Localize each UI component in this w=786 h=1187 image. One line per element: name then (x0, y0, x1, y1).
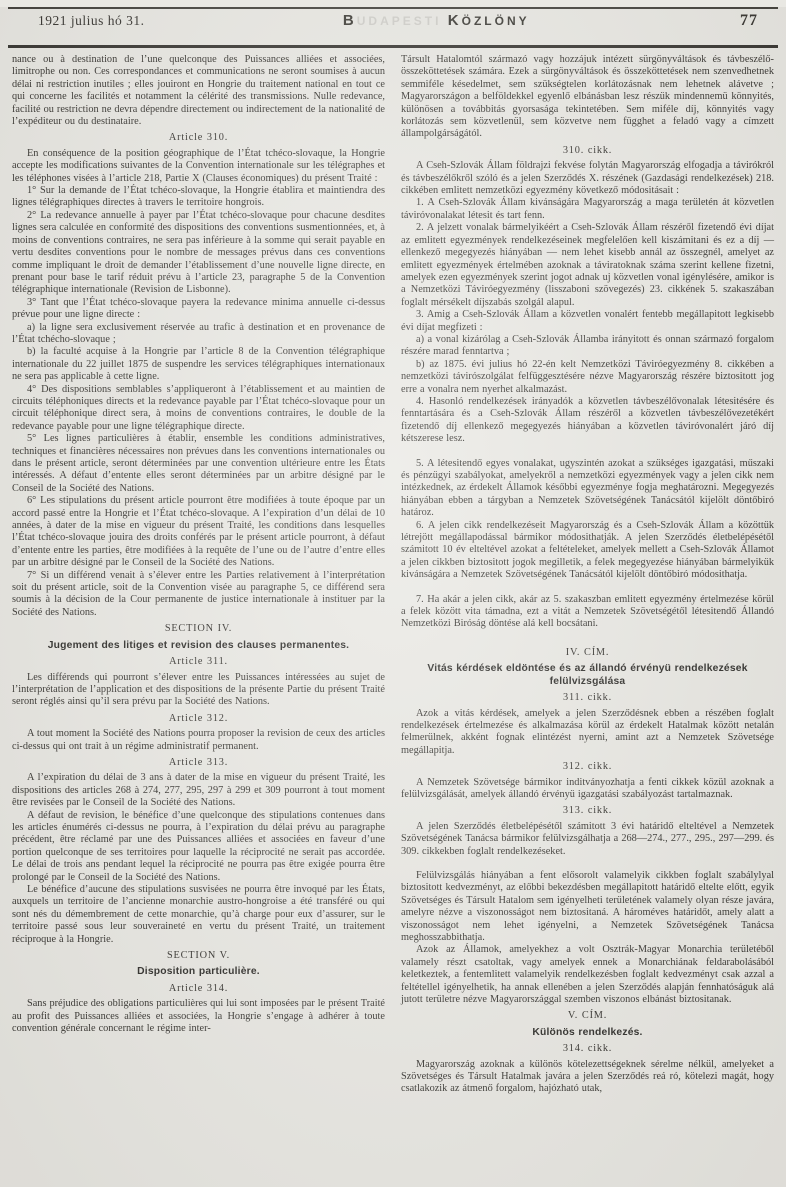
paragraph: Magyarország azoknak a különös kötelezettségeknek sérelme nélkül, amelyeket a Szövetséges és Társult Hatalmak javára a jelen Szerződés reá ró, kötelezi magát, hogy csatlakozik az átmenő forgalom, hajózható utak, (401, 1058, 774, 1095)
paragraph: A tout moment la Société des Nations pourra proposer la revision de ceux des articles ci-dessus qui ont trait à un régime administratif permanent. (12, 728, 385, 752)
section-title: Különös rendelkezés. (532, 1026, 643, 1038)
paragraph: 2° La redevance annuelle à payer par l’État tchéco-slovaque pour chacune desdites lignes sera calculée en conformité des dispositions des conventions susmentionnées, et, à moins de conventions contraires, ne sera pas inférieure à la somme qui serait payable en vertu desdites conventions pour le nombre de messages prévus dans ces conventions comme impliquant le droit de demander l’établissement d’une nouvelle ligne directe, en prenant pour base le tarif réduit prévu à l’article 23, paragraphe 5 de la Convention télégraphique internationale (Revision de Lisbonne). (12, 209, 385, 296)
french-column (12, 54, 385, 1096)
paragraph: 4° Des dispositions semblables s’appliqueront à l’établissement et au maintien de circuits téléphoniques directs et la redevance payable par l’État tchéco-slovaque pour un circuit téléphonique direct sera, à moins de conventions contraires, le double de la redevance payable pour une ligne télégraphique directe. (12, 383, 385, 432)
paragraph: Azok a vitás kérdések, amelyek a jelen Szerződésnek ebben a részében foglalt rendelkezések értelmezése és alkalmazása körül az érdekelt Hatalmak között netalán felmerülnek, akként fognak elintézést nyerni, amint azt a Nemzetek Szövetsége megállapitja. (401, 707, 774, 756)
hungarian-column (401, 54, 774, 1096)
page-number: 77 (739, 12, 758, 29)
spacer (401, 446, 774, 458)
paragraph: 5. A létesitendő egyes vonalakat, ugyszintén azokat a szükséges igazgatási, műszaki és pénzügyi szabályokat, amelyekről a nemzetközi egyezmények vagy a jelen cikk nem intézkednek, az érdekelt Államok későbbi egyezménye fogja meghatározni. Megegyezés hiányában ebben a tárgyban a Nemzetek Szövetségének Tanácsától kijelölt döntőbiró határoz. (401, 457, 774, 519)
paragraph: 3. Amig a Cseh-Szlovák Állam a közvetlen vonalért fentebb megállapitott legkisebb évi díjat megfizeti : (401, 309, 774, 333)
masthead-title (343, 12, 530, 29)
article-heading: SECTION IV. (164, 623, 233, 635)
section-title: Jugement des litiges et revision des clauses permanentes. (47, 639, 350, 651)
article-heading: V. CÍM. (567, 1010, 608, 1022)
article-heading: 311. cikk. (563, 692, 612, 704)
paragraph: 1. A Cseh-Szlovák Állam kivánságára Magyarország a maga területén át közvetlen táviróvonalakat létesit és tart fenn. (401, 197, 774, 221)
article-heading: SECTION V. (167, 950, 230, 962)
article-heading: IV. CÍM. (565, 646, 610, 658)
section-title: Vitás kérdések eldöntése és az állandó érvényü rendelkezések felülvizsgálása (427, 663, 748, 687)
paragraph: Felülvizsgálás hiányában a fent elősorolt valamelyik cikkben foglalt szabálylyal biztositott kedvezményt, az előbbi bekezdésben megállapitott határidő eltelte előtt, egyik Szövetséges és Társult Hatalom sem igényelheti területének valamely olyan része javára, amelyre nézve a viszonosságot nem biztositaná. A hároméves határidőt, amely alatt a viszonosságot nem lehet igényelni, a Nemzetek Szövetségének Tanácsa meghosszabbithatja. (401, 869, 774, 943)
article-heading: Article 310. (168, 132, 229, 144)
paragraph: b) az 1875. évi julius hó 22-én kelt Nemzetközi Táviróegyezmény 8. cikkében a nemzetközi távirószolgálat felfüggesztésére nézve Magyarország részére biztositott jog erre a vonalra nem nyerhet alkalmazást. (401, 358, 774, 395)
paragraph: 1° Sur la demande de l’État tchéco-slovaque, la Hongrie établira et maintiendra des lignes télégraphiques directes à travers le territoire hongrois. (12, 185, 385, 209)
paragraph: 3° Tant que l’État tchéco-slovaque payera la redevance minima annuelle ci-dessus prévue pour une ligne directe : (12, 296, 385, 321)
article-heading: Article 313. (168, 756, 229, 768)
article-heading: 312. cikk. (562, 761, 613, 773)
paragraph: 4. Hasonló rendelkezések irányadók a közvetlen távbeszélővonalak létesitésére és fenntartására és a Cseh-Szlovák Állam részéről a közvetlen távbeszélővezetékért fizetendő díj ellenkező megegyezés hiányában a közvetlen táviróvonalért járó díj kétszerese lesz. (401, 395, 774, 445)
paragraph: A Cseh-Szlovák Állam földrajzi fekvése folytán Magyarország elfogadja a távirókról és távbeszélőkről szóló és a jelen Szerződés X. részének (Gazdasági rendelkezések) 218. cikkében emlitett nemzetközi egyezmény következő módositásait : (401, 160, 774, 197)
paragraph: 2. A jelzett vonalak bármelyikéért a Cseh-Szlovák Állam részéről fizetendő évi díjat az emlitett egyezmények rendelkezéseinek megfelelően kell kiszámitani és ez a díj — ellenkező megegyezés hiányában — nem lehet kisebb annál az összegnél, amelyet az emlitett egyezmények értelmében azoknak a táviratoknak száma szerint kellene fizetni, amelyek ezen egyezmények szerint jogot adnak uj közvetlen vonal igénylésére, amikor is a Nemzetközi Táviróegyezmény (lisszaboni szövegezés) 23. cikkének 5. szakaszában foglalt mérsékelt díjszabás szolgál alapul. (401, 222, 774, 308)
issue-date: 1921 julius hó 31. (38, 13, 145, 28)
spacer (401, 858, 774, 870)
paragraph: A jelen Szerződés életbelépésétől számitott 3 évi határidő elteltével a Nemzetek Szövetségének Tanácsa bármikor felülvizsgálhatja a 268—274., 277., 295., 297—299. és 309. cikkekben foglalt rendelkezéseket. (401, 820, 774, 857)
paragraph: En conséquence de la position géographique de l’État tchéco-slovaque, la Hongrie accepte les modifications suivantes de la Convention internationale sur les télégraphes et les téléphones visées à l’article 218, Partie X (Clauses économiques) du présent Traité : (12, 147, 385, 184)
paragraph: a) la ligne sera exclusivement réservée au trafic à destination et en provenance de l’État tchécho-slovaque ; (12, 321, 385, 345)
paragraph: Azok az Államok, amelyekhez a volt Osztrák-Magyar Monarchia területéből valamely részt csatoltak, vagy amelyek ennek a Monarchiának feldarabolásából keletkeztek, a fentemlitett valamelyik rendelkezésben foglalt kedvezményt csak azzal a feltétellel igényelhetik, ha annak ellenében a jelen Szerződés alapján fennhatóságuk alá jutott területre nézve Magyarországgal szemben viszonos elbánást biztositanak. (401, 944, 774, 1006)
paragraph: A Nemzetek Szövetsége bármikor inditványozhatja a fenti cikkek közül azoknak a felülvizsgálását, amelyek állandó érvényü igazgatási szabályozást tartalmaznak. (401, 776, 774, 800)
paragraph: 7. Ha akár a jelen cikk, akár az 5. szakaszban emlitett egyezmény értelmezése körül a felek között vita támadna, ezt a vitát a Nemzetek Szövetségétől létesitendő Állandó Nemzetközi Biróság döntése alá kell bocsátani. (401, 593, 774, 630)
paragraph: Sans préjudice des obligations particulières qui lui sont imposées par le présent Traité au profit des Puissances alliées et associées, la Hongrie s’engage à adhérer à toute convention générale concernant le régime inter- (12, 998, 385, 1035)
paragraph: 7° Si un différend venait à s’élever entre les Parties relativement à l’interprétation soit du présent article, soit de la Convention visée au paragraphe 5, ce différend sera soumis à la décision de la Cour permanente de justice internationale à instituer par la Société des Nations. (12, 569, 385, 618)
paragraph: 5° Les lignes particulières à établir, ensemble les conditions administratives, techniques et financières nécessaires non prévues dans les conventions internationales ou dans le présent article, seront déterminées par une convention ultérieure entre les États intéressés. A défaut d’entente elles seront déterminées par un arbitre désigné par le Conseil de la Société des Nations. (12, 433, 385, 494)
masthead-faded-text: UDAPESTI (356, 14, 442, 28)
paragraph: 6° Les stipulations du présent article pourront être modifiées à toute époque par un accord passé entre la Hongrie et l’État tchéco-slovaque. A l’expiration d’un délai de 10 années, à dater de la mise en vigueur du présent Traité, les conditions dans lesquelles l’État tchéco-slovaque jouira des droits conférés par le présent article pourront, à défaut d’entente entre les parties, être modifiées à la requête de l’une ou de l’autre d’entre elles par un arbitre désigné par le Conseil de la Société des Nations. (12, 495, 385, 569)
paragraph-continuation: Társult Hatalomtól származó vagy hozzájuk intézett sürgönyváltások és távbeszélő-összeköttetések számára. Ezek a sürgönyváltások és összeköttetések nem szenvedhetnek semmiféle késedelmet, sem szükségtelen korlátozásnak nem lehetnek alávetve ; Magyarországon a belföldekkel egyenlő elbánásban lesz részük mindennemü könnyités, különösen a továbbitás gyorsasága tekintetében. Sem miféle díj, könnyités vagy korlátozás sem közvetlenül, sem közvetve nem függhet a feladó vagy a címzett állampolgárságától. (401, 54, 774, 140)
paragraph: A l’expiration du délai de 3 ans à dater de la mise en vigueur du présent Traité, les dispositions des articles 268 à 274, 277, 295, 297 à 299 et 309 pourront à tout moment être revisées par le Conseil de la Société des Nations. (12, 772, 385, 809)
paragraph: Le bénéfice d’aucune des stipulations susvisées ne pourra être invoqué par les États, auxquels un territoire de l’ancienne monarchie austro-hongroise a été transféré ou qui sont nés du démembrement de cette monarchie, qu’à charge pour eux d’assurer, sur le territoire passé sous leur souveraineté en vertu du présent Traité, un traitement réciproque à la Hongrie. (12, 884, 385, 945)
article-heading: Article 314. (168, 982, 229, 994)
section-title: Disposition particulière. (137, 966, 260, 978)
paragraph: 6. A jelen cikk rendelkezéseit Magyarország és a Cseh-Szlovák Állam a közöttük létrejött megállapodással bármikor módosithatják. A jelen Szerződés életbelépésétől számitott 10 év elteltével azokat a feltételeket, amelyek mellett a Cseh-Szlovák Államot a jelen cikkben biztositott jogok megilletik, a felek megegyezése hiányában bármelyikük kivánságára a Nemzetek Szövetségének Tanácsától kijelölt döntőbiró módosithatja. (401, 519, 774, 581)
masthead-initial-b: B (342, 12, 357, 29)
article-heading: Article 312. (168, 712, 229, 724)
paragraph: A défaut de revision, le bénéfice d’une quelconque des stipulations contenues dans les articles énumérés ci-dessus ne pourra, à l’expiration du délai prévu au paragraphe précédent, être réclamé par une des Puissances alliées et associées en faveur d’une portion quelconque de ses territoires pour laquelle la réciprocité ne serait pas accordée. Le délai de trois ans pendant lequel la réciprocité ne pourra pas être exigée pourra être prolongé par le Conseil de la Société des Nations. (12, 809, 385, 883)
article-heading: 313. cikk. (562, 805, 613, 817)
spacer (401, 631, 774, 643)
page-header (8, 7, 778, 48)
article-heading: 314. cikk. (562, 1043, 613, 1055)
article-heading: 310. cikk. (562, 144, 613, 156)
article-heading: Article 311. (169, 656, 228, 668)
masthead-text: ÖZLÖNY (461, 14, 530, 28)
page-body (0, 48, 786, 1096)
masthead-initial-k: K (447, 12, 462, 29)
spacer (401, 582, 774, 594)
paragraph: a) a vonal kizárólag a Cseh-Szlovák Államba irányitott és onnan származó forgalom részére marad fenntartva ; (401, 333, 774, 358)
paragraph: Les différends qui pourront s’élever entre les Puissances intéressées au sujet de l’interprétation de l’application et des dispositions de la présente Partie du présent Traité seront réglés ainsi qu’il sera prévu par la Société des Nations. (12, 671, 385, 708)
paragraph-continuation: nance ou à destination de l’une quelconque des Puissances alliées et associées, limitrophe ou non. Ces correspondances et communications ne seront soumises à aucun délai ni restriction inutiles ; elles jouiront en Hongrie du traitement national en tout ce qui concerne les facilités et notamment la célérité des transmissions. Nulle redevance, facilité ou restriction ne devra dépendre directement ou indirectement de la nationalité de l’expéditeur ou du destinataire. (12, 54, 385, 128)
paragraph: b) la faculté acquise à la Hongrie par l’article 8 de la Convention télégraphique internationale du 22 juillet 1875 de suspendre les services télégraphiques internationaux ne sera pas applicable à cette ligne. (12, 346, 385, 383)
